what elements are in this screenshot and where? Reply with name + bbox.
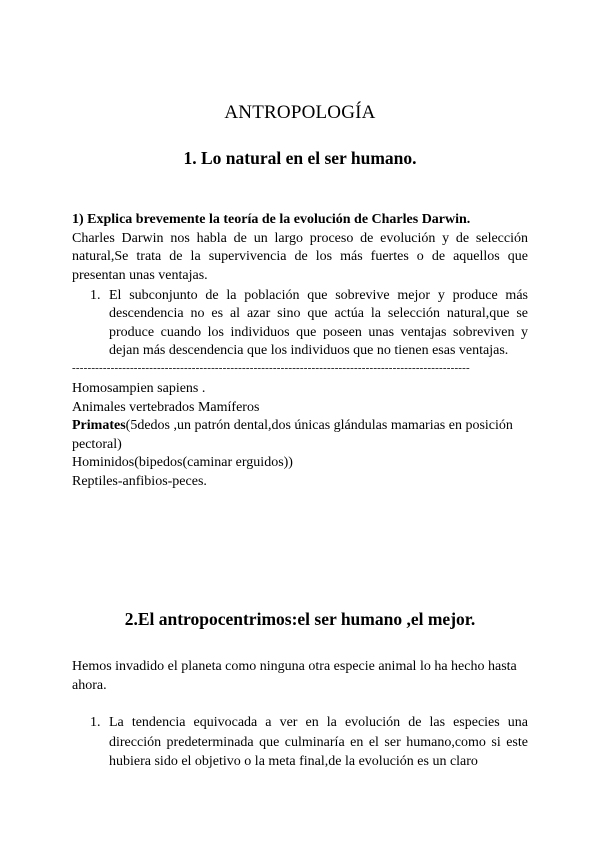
list-item-text: El subconjunto de la población que sobrevive mejor y produce más descendencia no es al azar sino que actúa la selección natural,que se produce cuando los individuos que poseen unas ventajas sobreviven y dejan más descendencia que los individuos que no tienen esas ventajas. xyxy=(109,288,528,358)
note-line-3-bold: Primates xyxy=(72,418,126,434)
note-line-2: Animales vertebrados Mamíferos xyxy=(72,399,260,415)
note-line-1: Homosampien sapiens . xyxy=(72,381,206,396)
list-item-number: 1. xyxy=(90,715,101,730)
note-line-5: Reptiles-anfibios-peces. xyxy=(72,473,207,489)
separator-line: ------------------------------------------------------------------------------------------------------- xyxy=(72,362,470,374)
list-item xyxy=(90,287,528,360)
note-line-4: Hominidos(bipedos(caminar erguidos)) xyxy=(72,455,293,471)
section-1-paragraph: Charles Darwin nos habla de un largo proceso de evolución y de selección natural,Se trata de la supervivencia de los más fuertes o de aquellos que presentan unas ventajas. xyxy=(72,231,528,283)
document-title: ANTROPOLOGÍA xyxy=(224,102,376,123)
section-1-list xyxy=(90,287,528,360)
question-1: 1) Explica brevemente la teoría de la evolución de Charles Darwin. xyxy=(72,212,471,227)
section-1-heading: 1. Lo natural en el ser humano. xyxy=(183,148,417,168)
notes-block xyxy=(72,380,528,492)
list-item-number: 1. xyxy=(90,288,101,303)
section-2-heading: 2.El antropocentrimos:el ser humano ,el mejor. xyxy=(124,609,476,629)
list-item xyxy=(90,713,528,772)
note-line-3-rest: (5dedos ,un patrón dental,dos únicas glándulas mamarias en posición pectoral) xyxy=(72,418,513,452)
section-2-paragraph: Hemos invadido el planeta como ninguna otra especie animal lo ha hecho hasta ahora. xyxy=(72,659,517,693)
section-2-list xyxy=(90,713,528,772)
note-line-3 xyxy=(72,417,528,454)
list-item-text: La tendencia equivocada a ver en la evolución de las especies una dirección predeterminada que culminaría en el ser humano,como si este hubiera sido el objetivo o la meta final,de la evolución es un claro xyxy=(109,715,528,770)
